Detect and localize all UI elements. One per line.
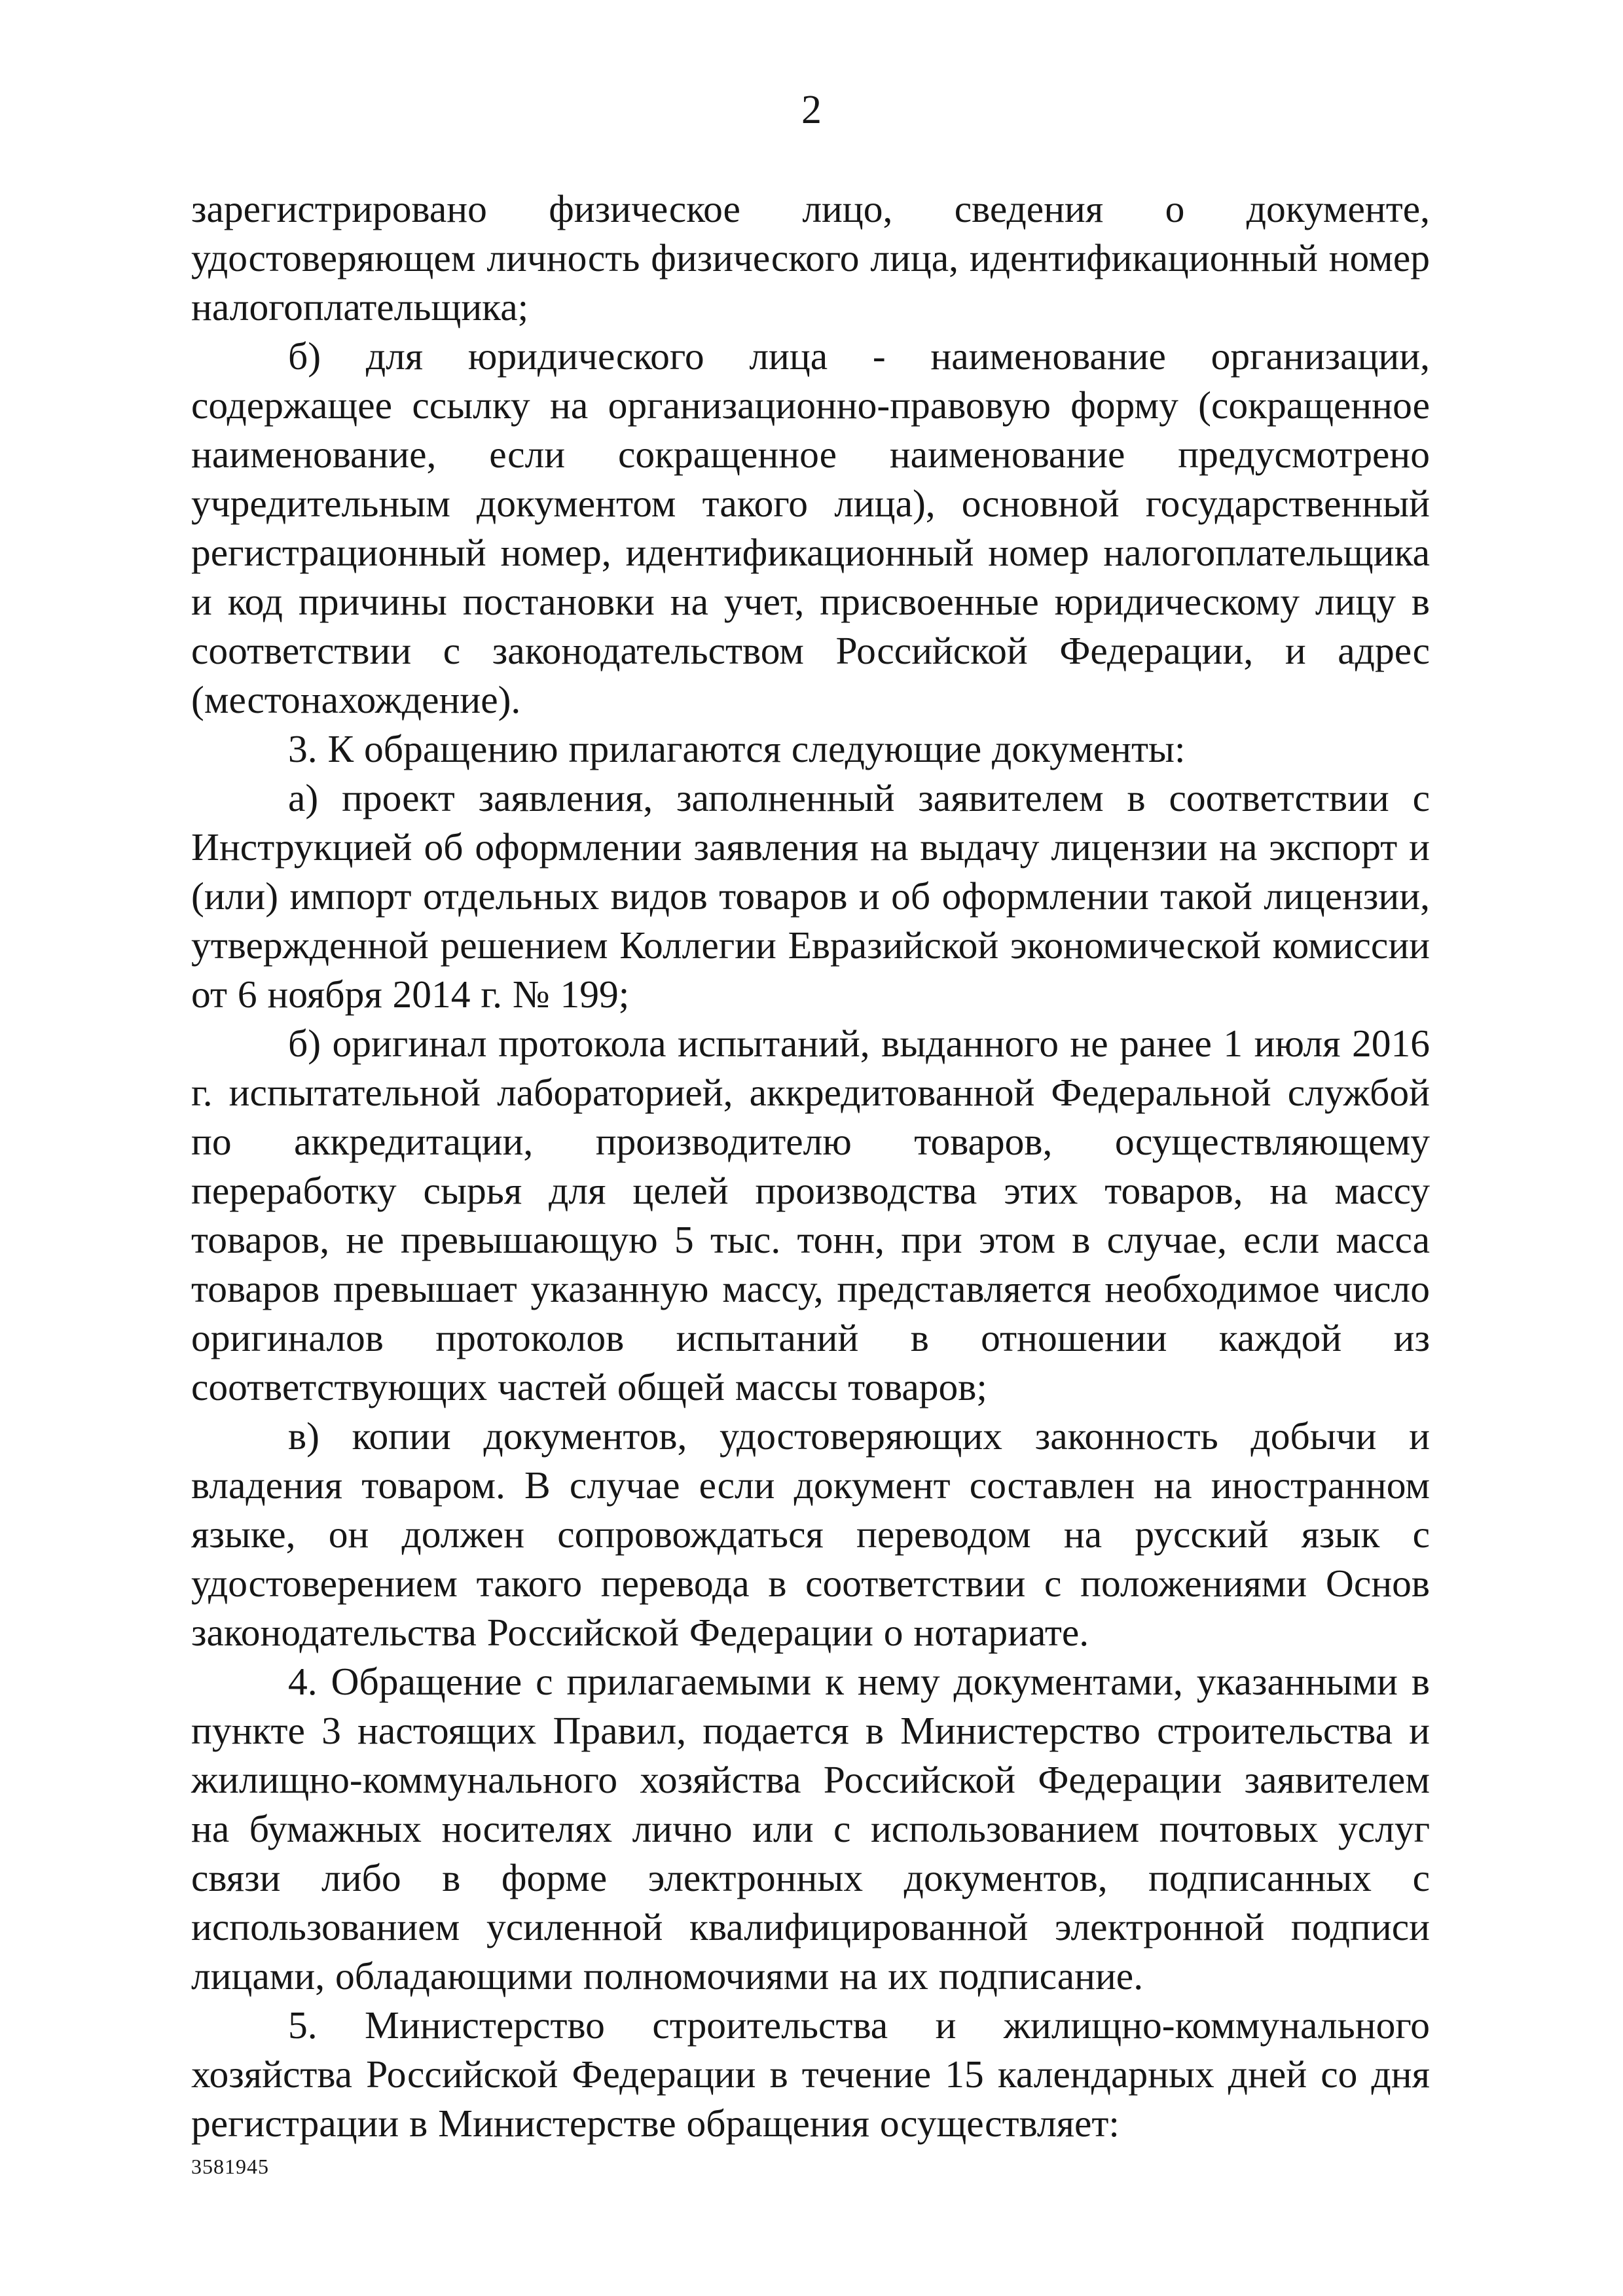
paragraph-item-b-legal-entity: б) для юридического лица - наименование организации, содержащее ссылку на организационно-правовую форму (сокращенное наименование, если сокращенное наименование предусмотрено учредительным документом такого лица), основной государственный регистрационный номер, идентификационный номер налогоплательщика и код причины постановки на учет, присвоенные юридическому лицу в соответствии с законодательством Российской Федерации, и адрес (местонахождение). — [191, 334, 1430, 721]
document-code: 3581945 — [191, 2155, 269, 2178]
paragraph-clause-3: 3. К обращению прилагаются следующие документы: — [288, 727, 1186, 770]
paragraph-continuation: зарегистрировано физическое лицо, сведения о документе, удостоверяющем личность физического лица, идентификационный номер налогоплательщика; — [191, 187, 1430, 329]
paragraph-item-a: а) проект заявления, заполненный заявителем в соответствии с Инструкцией об оформлении заявления на выдачу лицензии на экспорт и (или) импорт отдельных видов товаров и об оформлении такой лицензии, утвержденной решением Коллегии Евразийской экономической комиссии от 6 ноября 2014 г. № 199; — [191, 776, 1430, 1016]
page-number: 2 — [801, 88, 822, 132]
paragraph-clause-5: 5. Министерство строительства и жилищно-коммунального хозяйства Российской Федерации в течение 15 календарных дней со дня регистрации в Министерстве обращения осуществляет: — [191, 2003, 1430, 2145]
paragraph-item-v: в) копии документов, удостоверяющих законность добычи и владения товаром. В случае если документ составлен на иностранном языке, он должен сопровождаться переводом на русский язык с удостоверением такого перевода в соответствии с положениями Основ законодательства Российской Федерации о нотариате. — [191, 1414, 1430, 1654]
paragraph-clause-4: 4. Обращение с прилагаемыми к нему документами, указанными в пункте 3 настоящих Правил, подается в Министерство строительства и жилищно-коммунального хозяйства Российской Федерации заявителем на бумажных носителях лично или с использованием почтовых услуг связи либо в форме электронных документов, подписанных с использованием усиленной квалифицированной электронной подписи лицами, обладающими полномочиями на их подписание. — [191, 1660, 1430, 1998]
document-body — [191, 185, 1430, 2148]
paragraph-item-b-protocol: б) оригинал протокола испытаний, выданного не ранее 1 июля 2016 г. испытательной лабораторией, аккредитованной Федеральной службой по аккредитации, производителю товаров, осуществляющему переработку сырья для целей производства этих товаров, на массу товаров, не превышающую 5 тыс. тонн, при этом в случае, если масса товаров превышает указанную массу, представляется необходимое число оригиналов протоколов испытаний в отношении каждой из соответствующих частей общей массы товаров; — [191, 1022, 1430, 1408]
